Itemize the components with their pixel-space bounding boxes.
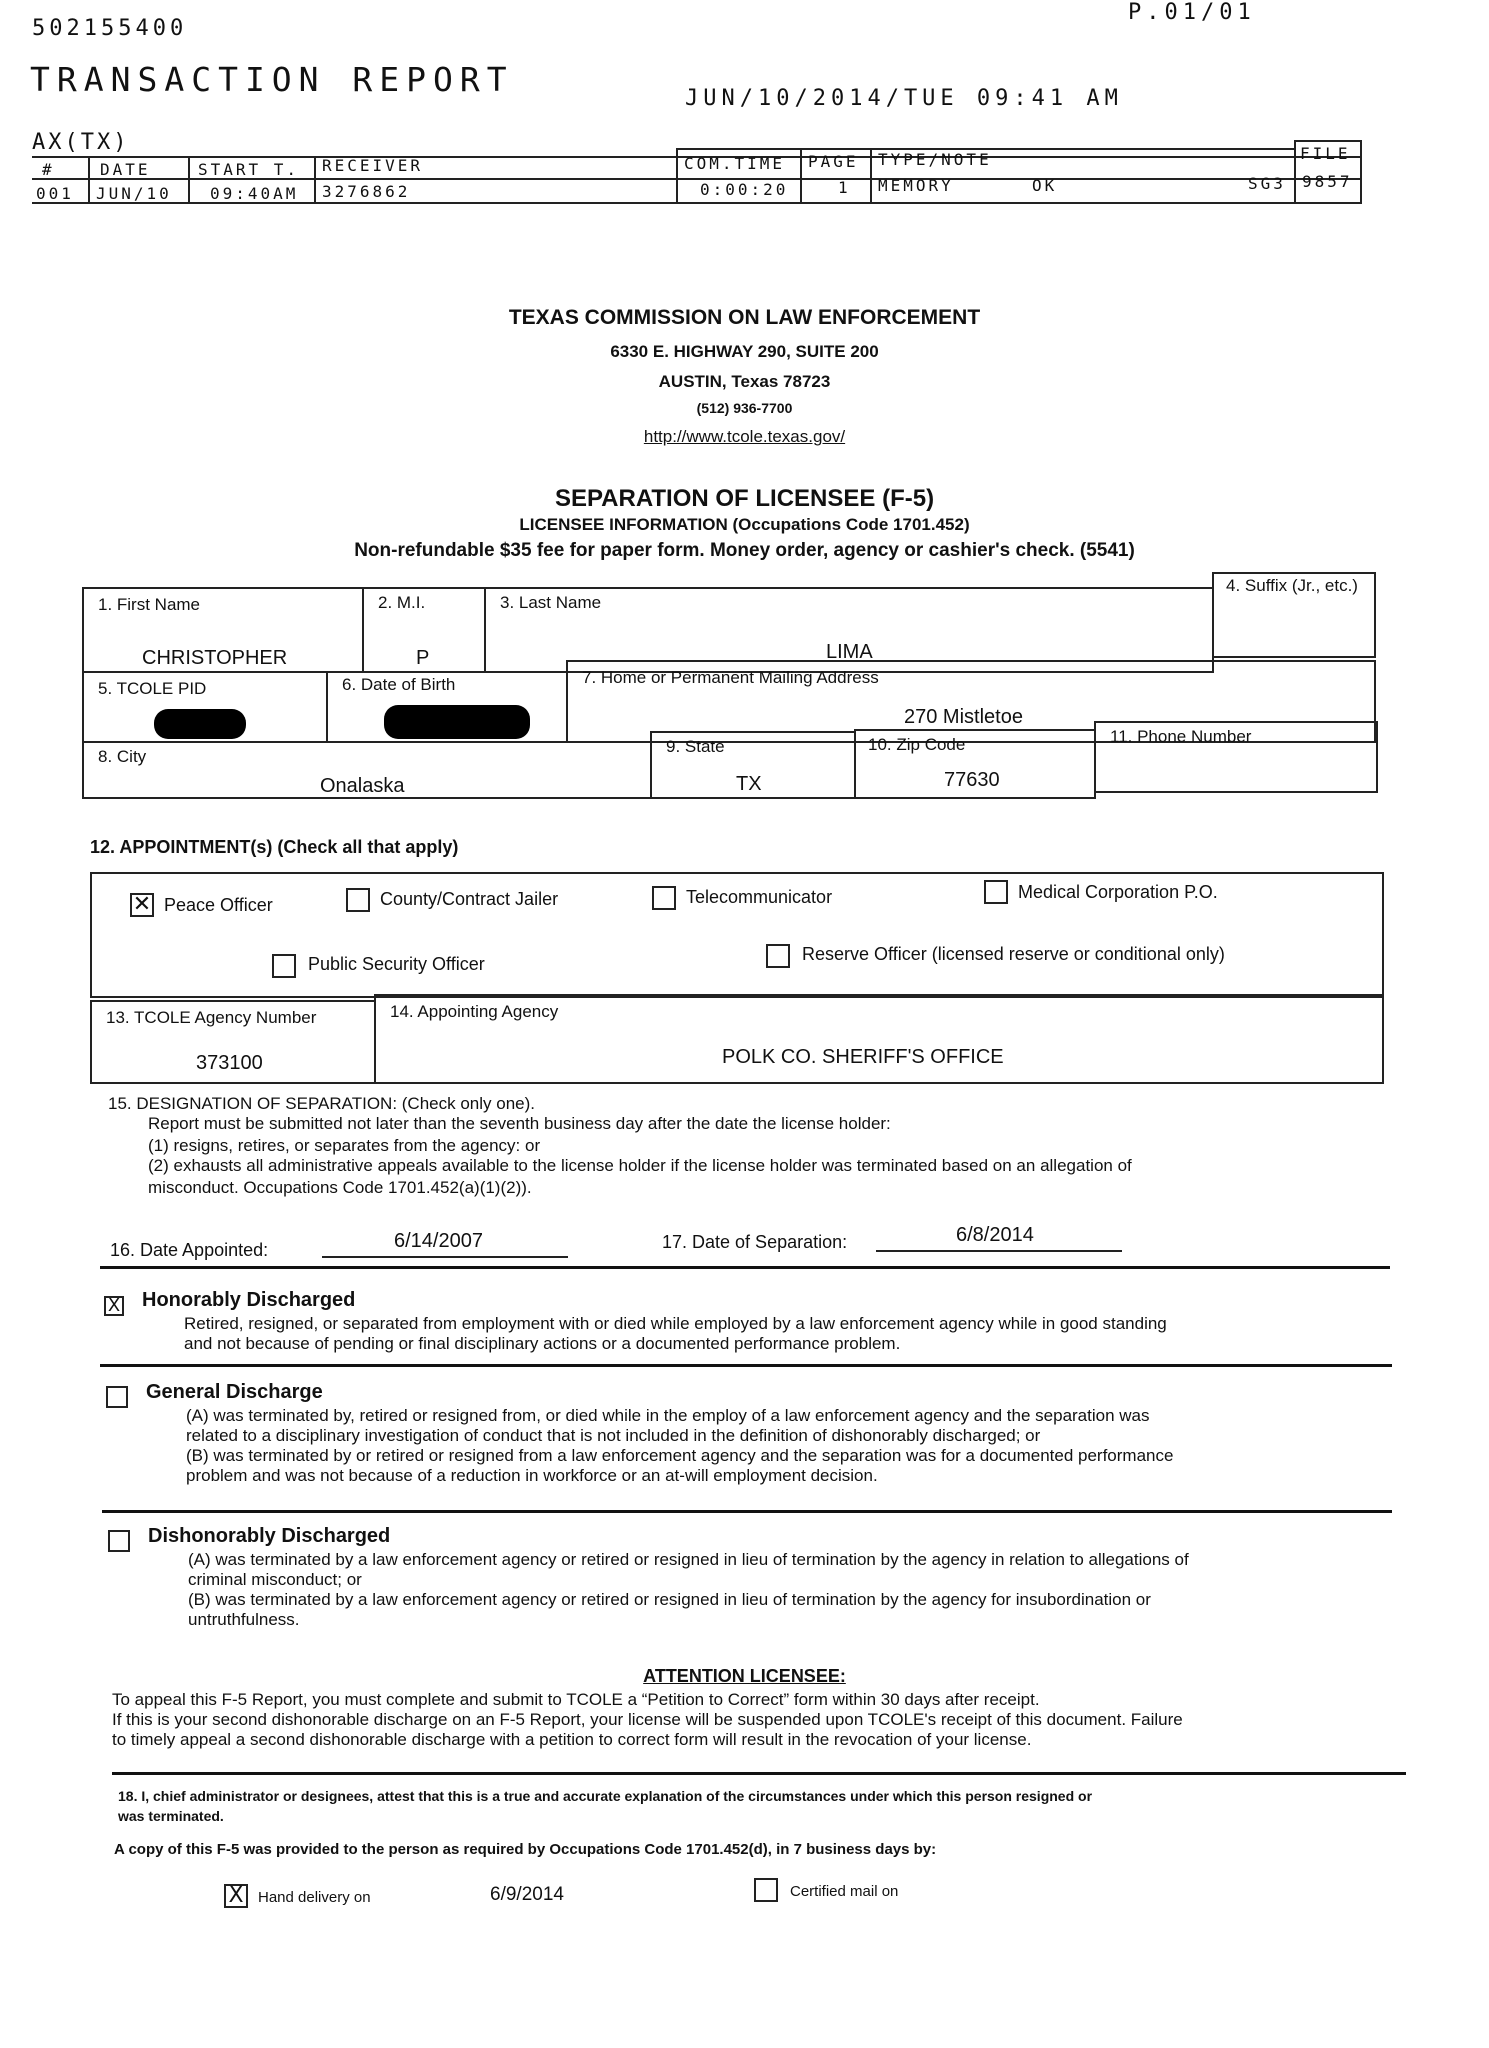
redaction-bar: [154, 709, 246, 739]
row-type: MEMORY: [878, 176, 954, 195]
col-header-date: DATE: [100, 160, 151, 179]
section-divider: [100, 1266, 1390, 1269]
col-header-type: TYPE/NOTE: [878, 150, 992, 169]
label-peace-officer: Peace Officer: [164, 895, 273, 915]
date-appointed-label: 16. Date Appointed:: [110, 1240, 269, 1260]
label-public-security: Public Security Officer: [308, 954, 485, 974]
honorable-text-line1: Retired, resigned, or separated from employment with or died while employed by a law enforcement agency while in good standing: [184, 1314, 1167, 1333]
fax-report-title: TRANSACTION REPORT: [30, 60, 514, 99]
field-appointing-agency[interactable]: [374, 994, 1384, 1084]
fax-datetime: JUN/10/2014/TUE 09:41 AM: [685, 86, 1123, 111]
general-text-line4: problem and was not because of a reduction in workforce or an at-will employment decision.: [186, 1466, 878, 1485]
mi-label: 2. M.I.: [378, 593, 426, 612]
table-rule: [314, 156, 316, 202]
last-name-value: LIMA: [826, 641, 873, 663]
form-fee-note: Non-refundable $35 fee for paper form. Money order, agency or cashier's check. (5541): [354, 540, 1135, 561]
general-text-line3: (B) was terminated by or retired or resigned from a law enforcement agency and the separation was for a documented performance: [186, 1446, 1174, 1465]
field-phone-number[interactable]: [1094, 721, 1378, 793]
checkbox-medical-corporation[interactable]: [984, 880, 1008, 904]
row-sg: SG3: [1248, 174, 1286, 193]
field-middle-initial[interactable]: [362, 587, 486, 673]
hand-delivery-date: 6/9/2014: [490, 1884, 564, 1905]
state-value: TX: [736, 773, 762, 795]
first-name-value: CHRISTOPHER: [142, 647, 288, 669]
redaction-bar: [384, 705, 530, 739]
phone-label: 11. Phone Number: [1110, 727, 1252, 746]
row-page: 1: [838, 178, 851, 197]
designation-line1: Report must be submitted not later than the seventh business day after the date the license holder:: [148, 1114, 891, 1133]
agency-website-link[interactable]: http://www.tcole.texas.gov/: [643, 427, 846, 446]
dishonorable-text-line1: (A) was terminated by a law enforcement agency or retired or resigned in lieu of termination by the agency in relation to allegations of: [188, 1550, 1189, 1569]
col-header-num: #: [42, 160, 55, 179]
field-city[interactable]: [82, 741, 652, 799]
col-header-comtime: COM.TIME: [684, 154, 786, 173]
row-start: 09:40AM: [210, 184, 299, 203]
designation-heading: 15. DESIGNATION OF SEPARATION: (Check only one).: [108, 1094, 536, 1113]
fax-mode: AX(TX): [32, 130, 130, 155]
field-state[interactable]: [650, 731, 856, 799]
checkbox-dishonorably-discharged[interactable]: [108, 1530, 130, 1552]
honorable-text-line2: and not because of pending or final disciplinary actions or a documented performance problem.: [184, 1334, 901, 1353]
checkbox-reserve-officer[interactable]: [766, 944, 790, 968]
row-num: 001: [36, 184, 74, 203]
attest-line2: was terminated.: [118, 1808, 224, 1824]
section-divider: [102, 1510, 1392, 1513]
general-title: General Discharge: [146, 1381, 323, 1403]
designation-line2: (1) resigns, retires, or separates from the agency: or: [148, 1136, 541, 1155]
dishonorable-text-line4: untruthfulness.: [188, 1610, 300, 1629]
label-medical-corporation: Medical Corporation P.O.: [1018, 882, 1218, 902]
col-header-receiver: RECEIVER: [322, 156, 424, 175]
date-appointed-underline: [322, 1256, 568, 1258]
appointing-agency-value: POLK CO. SHERIFF'S OFFICE: [722, 1046, 1004, 1068]
appointment-heading: 12. APPOINTMENT(s) (Check all that apply): [90, 837, 459, 857]
general-text-line2: related to a disciplinary investigation of conduct that is not included in the definition of dishonorably discharged; or: [186, 1426, 1041, 1445]
form-subtitle: LICENSEE INFORMATION (Occupations Code 1701.452): [519, 515, 970, 534]
row-note: OK: [1032, 176, 1058, 195]
checkbox-telecommunicator[interactable]: [652, 886, 676, 910]
suffix-label: 4. Suffix (Jr., etc.): [1226, 576, 1358, 595]
table-rule: [676, 148, 678, 202]
table-rule: [1360, 140, 1362, 202]
checkbox-county-jailer[interactable]: [346, 888, 370, 912]
designation-line3: (2) exhausts all administrative appeals available to the license holder if the license holder was terminated based on an allegation of: [148, 1156, 1132, 1175]
row-comtime: 0:00:20: [700, 180, 789, 199]
certified-mail-label: Certified mail on: [790, 1883, 899, 1900]
date-separation-label: 17. Date of Separation:: [662, 1232, 848, 1252]
col-header-file: FILE: [1300, 144, 1351, 163]
date-separation-value: 6/8/2014: [956, 1224, 1034, 1246]
pid-label: 5. TCOLE PID: [98, 679, 207, 698]
agency-number-label: 13. TCOLE Agency Number: [106, 1008, 317, 1027]
zip-value: 77630: [944, 769, 1000, 791]
label-county-jailer: County/Contract Jailer: [380, 889, 559, 909]
label-telecommunicator: Telecommunicator: [686, 887, 833, 907]
check-mark: ✕: [132, 892, 152, 917]
agency-phone: (512) 936-7700: [696, 400, 793, 416]
attention-line3: to timely appeal a second dishonorable discharge with a petition to correct form will result in the revocation of your license.: [112, 1730, 1032, 1749]
agency-number-value: 373100: [196, 1052, 263, 1074]
hand-delivery-label: Hand delivery on: [258, 1889, 371, 1906]
checkbox-certified-mail[interactable]: [754, 1878, 778, 1902]
section-divider: [112, 1772, 1406, 1775]
form-title: SEPARATION OF LICENSEE (F-5): [554, 485, 935, 512]
address-label: 7. Home or Permanent Mailing Address: [582, 668, 879, 687]
state-label: 9. State: [666, 737, 725, 756]
designation-line4: misconduct. Occupations Code 1701.452(a)(1)(2)).: [148, 1178, 532, 1197]
field-tcole-agency-number[interactable]: [90, 1000, 376, 1084]
agency-name: TEXAS COMMISSION ON LAW ENFORCEMENT: [508, 306, 981, 329]
checkbox-hand-delivery[interactable]: [224, 1884, 248, 1908]
table-rule: [1294, 140, 1362, 142]
address-value: 270 Mistletoe: [904, 706, 1023, 728]
col-header-page: PAGE: [808, 152, 859, 171]
city-label: 8. City: [98, 747, 147, 766]
row-file: 9857: [1302, 172, 1353, 191]
date-separation-underline: [876, 1250, 1122, 1252]
col-header-start: START T.: [198, 160, 300, 179]
label-reserve-officer: Reserve Officer (licensed reserve or conditional only): [802, 944, 1225, 964]
honorable-title: Honorably Discharged: [142, 1289, 356, 1311]
field-tcole-pid[interactable]: [82, 671, 328, 743]
agency-address-line2: AUSTIN, Texas 78723: [658, 372, 831, 391]
table-rule: [800, 148, 802, 202]
dishonorable-title: Dishonorably Discharged: [148, 1525, 391, 1547]
mi-value: P: [416, 647, 430, 669]
city-value: Onalaska: [320, 775, 405, 797]
attest-line1: 18. I, chief administrator or designees, attest that this is a true and accurate explanation of the circumstances under which this person resigned or: [118, 1788, 1093, 1804]
field-suffix[interactable]: [1212, 572, 1376, 658]
checkbox-public-security[interactable]: [272, 954, 296, 978]
check-mark: X: [228, 1883, 244, 1908]
fax-transaction-table: [32, 140, 1362, 214]
row-receiver: 3276862: [322, 182, 411, 201]
table-rule: [88, 156, 90, 202]
zip-label: 10. Zip Code: [868, 735, 966, 754]
general-text-line1: (A) was terminated by, retired or resigned from, or died while in the employ of a law enforcement agency and the separation was: [186, 1406, 1150, 1425]
field-zip-code[interactable]: [854, 729, 1096, 799]
table-rule: [188, 156, 190, 202]
field-date-of-birth[interactable]: [326, 671, 568, 743]
agency-address-line1: 6330 E. HIGHWAY 290, SUITE 200: [610, 342, 879, 361]
check-mark: X: [107, 1295, 121, 1316]
attention-line2: If this is your second dishonorable discharge on an F-5 Report, your license will be suspended upon TCOLE's receipt of this document. Failure: [112, 1710, 1183, 1729]
date-appointed-value: 6/14/2007: [394, 1230, 483, 1252]
first-name-label: 1. First Name: [98, 595, 201, 614]
appointing-agency-label: 14. Appointing Agency: [390, 1002, 559, 1021]
checkbox-general-discharge[interactable]: [106, 1386, 128, 1408]
section-divider: [100, 1364, 1392, 1367]
dishonorable-text-line2: criminal misconduct; or: [188, 1570, 362, 1589]
row-date: JUN/10: [96, 184, 172, 203]
copy-provided-note: A copy of this F-5 was provided to the person as required by Occupations Code 1701.452(d), in 7 business days by:: [114, 1841, 937, 1858]
checkbox-honorably-discharged[interactable]: [104, 1296, 124, 1316]
fax-page-marker: P.01/01: [1128, 0, 1256, 25]
table-rule: [870, 148, 872, 202]
dob-label: 6. Date of Birth: [342, 675, 456, 694]
attention-heading: ATTENTION LICENSEE:: [643, 1666, 846, 1686]
last-name-label: 3. Last Name: [500, 593, 602, 612]
checkbox-peace-officer[interactable]: [130, 893, 154, 917]
dishonorable-text-line3: (B) was terminated by a law enforcement agency or retired or resigned in lieu of termination by the agency for insubordination or: [188, 1590, 1151, 1609]
fax-sender-number: 502155400: [32, 16, 188, 41]
attention-line1: To appeal this F-5 Report, you must complete and submit to TCOLE a “Petition to Correct” form within 30 days after receipt.: [112, 1690, 1040, 1709]
field-first-name[interactable]: [82, 587, 364, 673]
